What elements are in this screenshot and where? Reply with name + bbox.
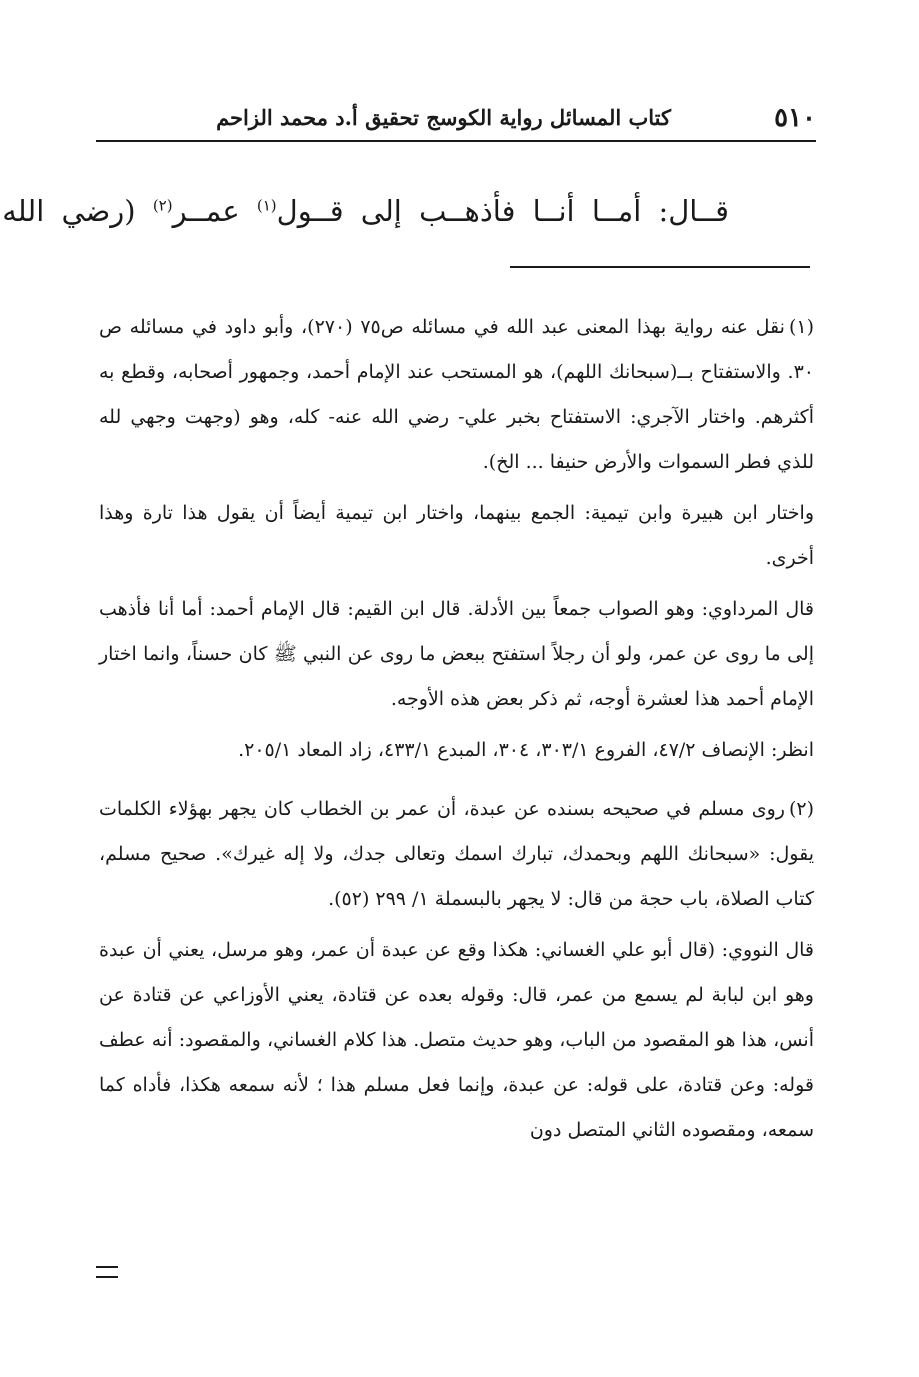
footnote-marker: (٢) [788,798,814,820]
footnote-2 [99,787,814,1153]
footnote-paragraph [99,787,814,922]
main-text-line [2,186,729,236]
footnote-paragraph: قال النووي: (قال أبو علي الغساني: هكذا وقع عن عبدة أن عمر، وهو مرسل، يعني أن عبدة وهو ابن لبابة لم يسمع من عمر، قال: وقوله بعده عن قتادة، يعني الأوزاعي عن قتادة عن أنس، هذا هو المقصود من الباب، وهو حديث متصل. هذا كلام الغساني، والمقصود: أنه عطف قوله: وعن قتادة، على قوله: عن عبدة، وإنما فعل مسلم هذا ؛ لأنه سمعه هكذا، فأداه كما سمعه، ومقصوده الثاني المتصل دون [99,939,814,1141]
footnote-marker: (١) [788,316,815,338]
page-number: ٥١٠ [774,103,816,133]
footnote-1 [99,305,814,773]
footnote-ref-2: (٢) [152,196,173,215]
page-header [96,100,816,136]
footnotes-section [99,305,814,1153]
footnote-paragraph: قال المرداوي: وهو الصواب جمعاً بين الأدلة. قال ابن القيم: قال الإمام أحمد: أما أنا فأذهب إلى ما روى عن عمر، ولو أن رجلاً استفتح ببعض ما روى عن النبي ﷺ كان حسناً، وانما اختار الإمام أحمد هذا لعشرة أوجه، ثم ذكر بعض هذه الأوجه. [99,598,814,710]
footnote-paragraph [99,305,814,485]
main-text-part: قــال: أمــا أنــا فأذهــب إلى قــول [276,194,729,228]
footnote-text: نقل عنه رواية بهذا المعنى عبد الله في مسائله ص٧٥ (٢٧٠)، وأبو داود في مسائله ص ٣٠. والاستفتاح بــ(سبحانك اللهم)، هو المستحب عند الإمام أحمد، وجمهور أصحابه، وقطع به أكثرهم. واختار الآجري: الاستفتاح بخبر علي- رضي الله عنه- كله، وهو (وجهت وجهي لله للذي فطر السموات والأرض حنيفا ... الخ). [99,316,814,473]
header-rule [96,140,816,142]
footnote-paragraph: انظر: الإنصاف ٤٧/٢، الفروع ٣٠٣/١، ٣٠٤، المبدع ٤٣٣/١، زاد المعاد ٢٠٥/١. [238,739,814,761]
footnote-paragraph: واختار ابن هبيرة وابن تيمية: الجمع بينهما، واختار ابن تيمية أيضاً أن يقول هذا تارة وهذا أخرى. [99,502,814,569]
footnote-ref-1: (١) [256,196,277,215]
running-title: كتاب المسائل رواية الكوسج تحقيق أ.د محمد الزاحم [216,105,671,130]
footnote-separator [510,266,810,268]
main-text-part: (رضي الله [2,194,153,228]
main-text-part: عمــر [172,194,257,228]
footnote-text: روى مسلم في صحيحه بسنده عن عبدة، أن عمر بن الخطاب كان يجهر بهؤلاء الكلمات يقول: «سبحانك اللهم وبحمدك، تبارك اسمك وتعالى جدك، ولا إله غيرك». صحيح مسلم، كتاب الصلاة، باب حجة من قال: لا يجهر بالبسملة ١/ ٢٩٩ (٥٢). [99,798,814,910]
continuation-mark [96,1266,118,1278]
